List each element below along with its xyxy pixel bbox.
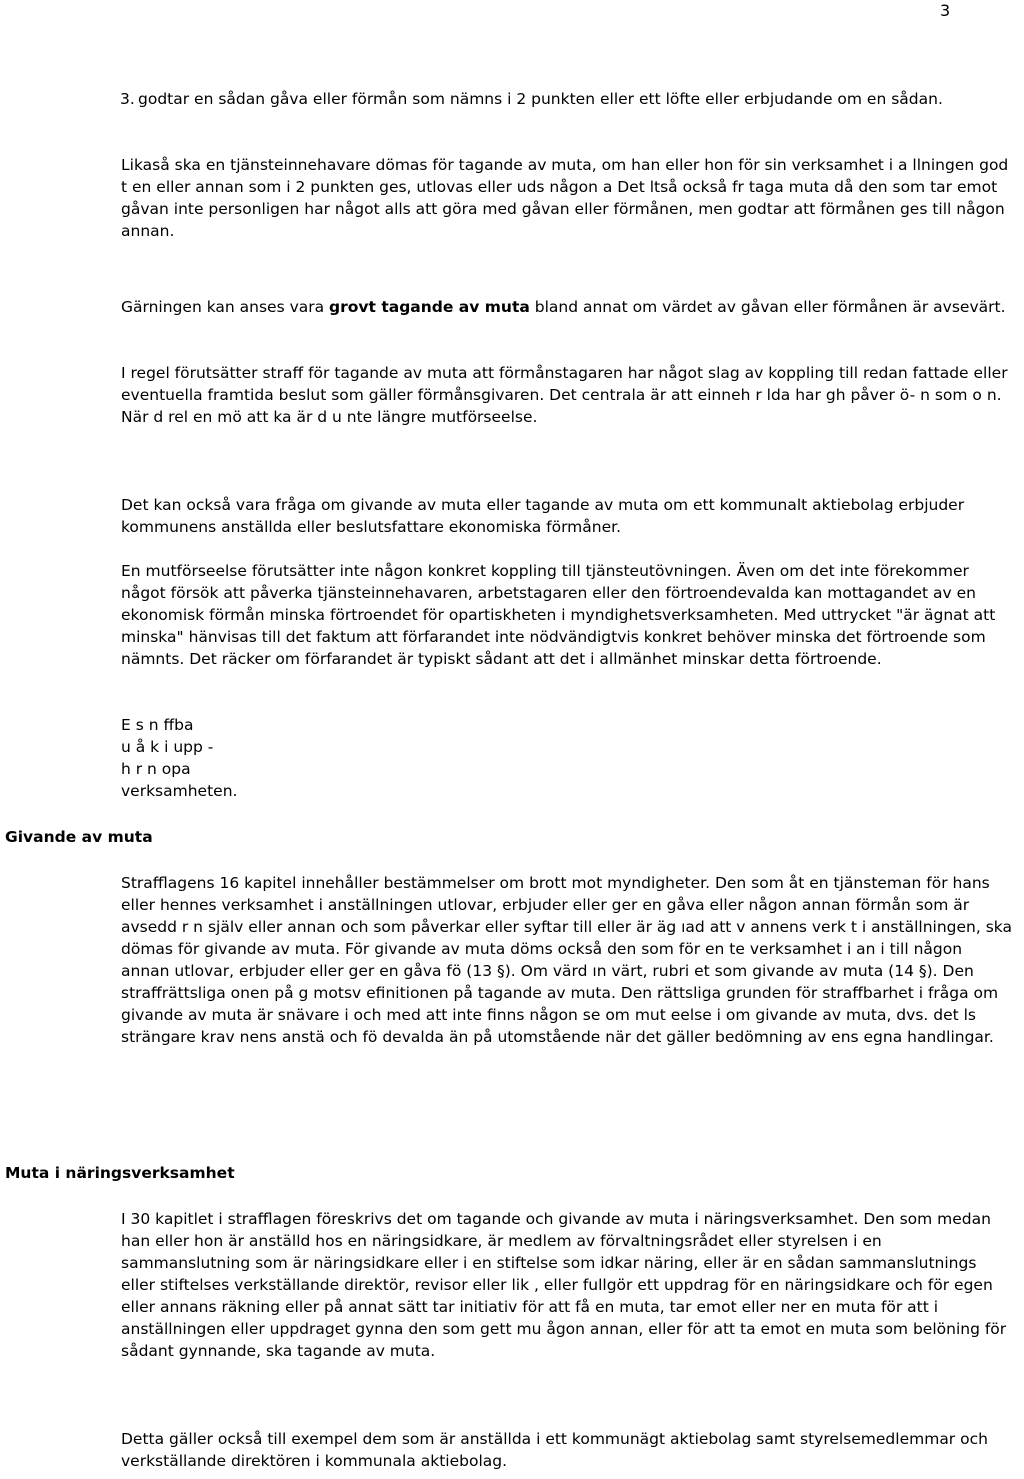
- fragment-line-3: h r n opa: [121, 760, 191, 778]
- paragraph-kommunagt-aktiebolag: Detta gäller också till exempel dem som är anställda i ett kommunägt aktiebolag samt styrelsemedlemmar och verkställande direktören i kommunala aktiebolag.: [121, 1430, 988, 1470]
- paragraph-mutforseelse: En mutförseelse förutsätter inte någon konkret koppling till tjänsteutövningen. Även om det inte förekommer något försök att påverka tjänsteinnehavaren, arbetstagaren eller den förtroendevalda kan mottagandet av en ekonomisk förmån minska förtroendet för opartiskheten i myndighetsverksamheten. Med uttrycket "är ägnat att minska" hänvisas till det faktum att förfarandet inte nödvändigtvis konkret behöver minska det förtroende som nämnts. Det räcker om förfarandet är typiskt sådant att det i allmänhet minskar detta förtroende.: [121, 562, 996, 668]
- list-item-text: godtar en sådan gåva eller förmån som nämns i 2 punkten eller ett löfte eller erbjudande om en sådan.: [138, 90, 943, 108]
- fragment-line-1: E s n ffba: [121, 716, 194, 734]
- page-number: 3: [940, 1, 951, 20]
- list-item-3: [120, 88, 1014, 110]
- paragraph-strafflagen-16: Strafflagens 16 kapitel innehåller bestämmelser om brott mot myndigheter. Den som åt en tjänsteman för hans eller hennes verksamhet i anställningen utlovar, erbjuder eller ger en gåva eller någon annan förmån som är avsedd r n själv eller annan och som påverkar eller syftar till eller är äg ıad att v annens verk t i anställningen, ska dömas för givande av muta. För givande av muta döms också den som för en te verksamhet i an i till någon annan utlovar, erbjuder eller ger en gåva fö (13 §). Om värd ın värt, rubri et som givande av muta (14 §). Den straffrättsliga onen på g motsv efinitionen på tagande av muta. Den rättsliga grunden för straffbarhet i fråga om givande av muta är snävare i och med att inte finns någon se om mut eelse i om givande av muta, dvs. det ls strängare krav nens anstä och fö devalda än på utomstående när det gäller bedömning av ens egna handlingar.: [121, 874, 1012, 1046]
- paragraph-kommunalt-aktiebolag: Det kan också vara fråga om givande av muta eller tagande av muta om ett kommunalt aktiebolag erbjuder kommunens anställda eller beslutsfattare ekonomiska förmåner.: [121, 496, 965, 536]
- paragraph-grovt-tagande: [121, 296, 1014, 318]
- heading-muta-i-naringsverksamhet: Muta i näringsverksamhet: [5, 1164, 235, 1182]
- paragraph-i-regel: I regel förutsätter straff för tagande av muta att förmånstagaren har något slag av koppling till redan fattade eller eventuella framtida beslut som gäller förmånsgivaren. Det centrala är att einneh r lda har gh påver ö- n som o n. När d rel en mö att ka är d u nte längre mutförseelse.: [121, 364, 1008, 426]
- paragraph-fragmented: [121, 714, 1014, 802]
- paragraph-grovt-before: Gärningen kan anses vara: [121, 298, 330, 316]
- paragraph-likasa: Likaså ska en tjänsteinnehavare dömas för tagande av muta, om han eller hon för sin verksamhet i a llningen god t en eller annan som i 2 punkten ges, utlovas eller uds någon a Det ltså också fr taga muta då den som tar emot gåvan inte personligen har något alls att göra med gåvan eller förmånen, men godtar att förmånen ges till någon annan.: [121, 156, 1009, 240]
- heading-givande-av-muta: Givande av muta: [5, 828, 153, 846]
- fragment-line-2: u å k i upp -: [121, 738, 214, 756]
- paragraph-grovt-after: bland annat om värdet av gåvan eller förmånen är avsevärt.: [529, 298, 1006, 316]
- fragment-line-4: verksamheten.: [121, 782, 238, 800]
- list-item-number: 3.: [120, 90, 135, 108]
- paragraph-strafflagen-30: I 30 kapitlet i strafflagen föreskrivs det om tagande och givande av muta i näringsverksamhet. Den som medan han eller hon är anställd hos en näringsidkare, är medlem av förvaltningsrådet eller styrelsen i en sammanslutning som är näringsidkare eller i en stiftelse som idkar näring, eller är en sådan sammanslutnings eller stiftelses verkställande direktör, revisor eller lik , eller fullgör ett uppdrag för en näringsidkare och för egen eller annans räkning eller på annat sätt tar initiativ för att få en muta, tar emot eller ner en muta för att i anställningen eller uppdraget gynna den som gett mu ågon annan, eller för att ta emot en muta som belöning för sådant gynnande, ska tagande av muta.: [121, 1210, 1007, 1360]
- term-grovt-tagande-av-muta: grovt tagande av muta: [329, 298, 530, 316]
